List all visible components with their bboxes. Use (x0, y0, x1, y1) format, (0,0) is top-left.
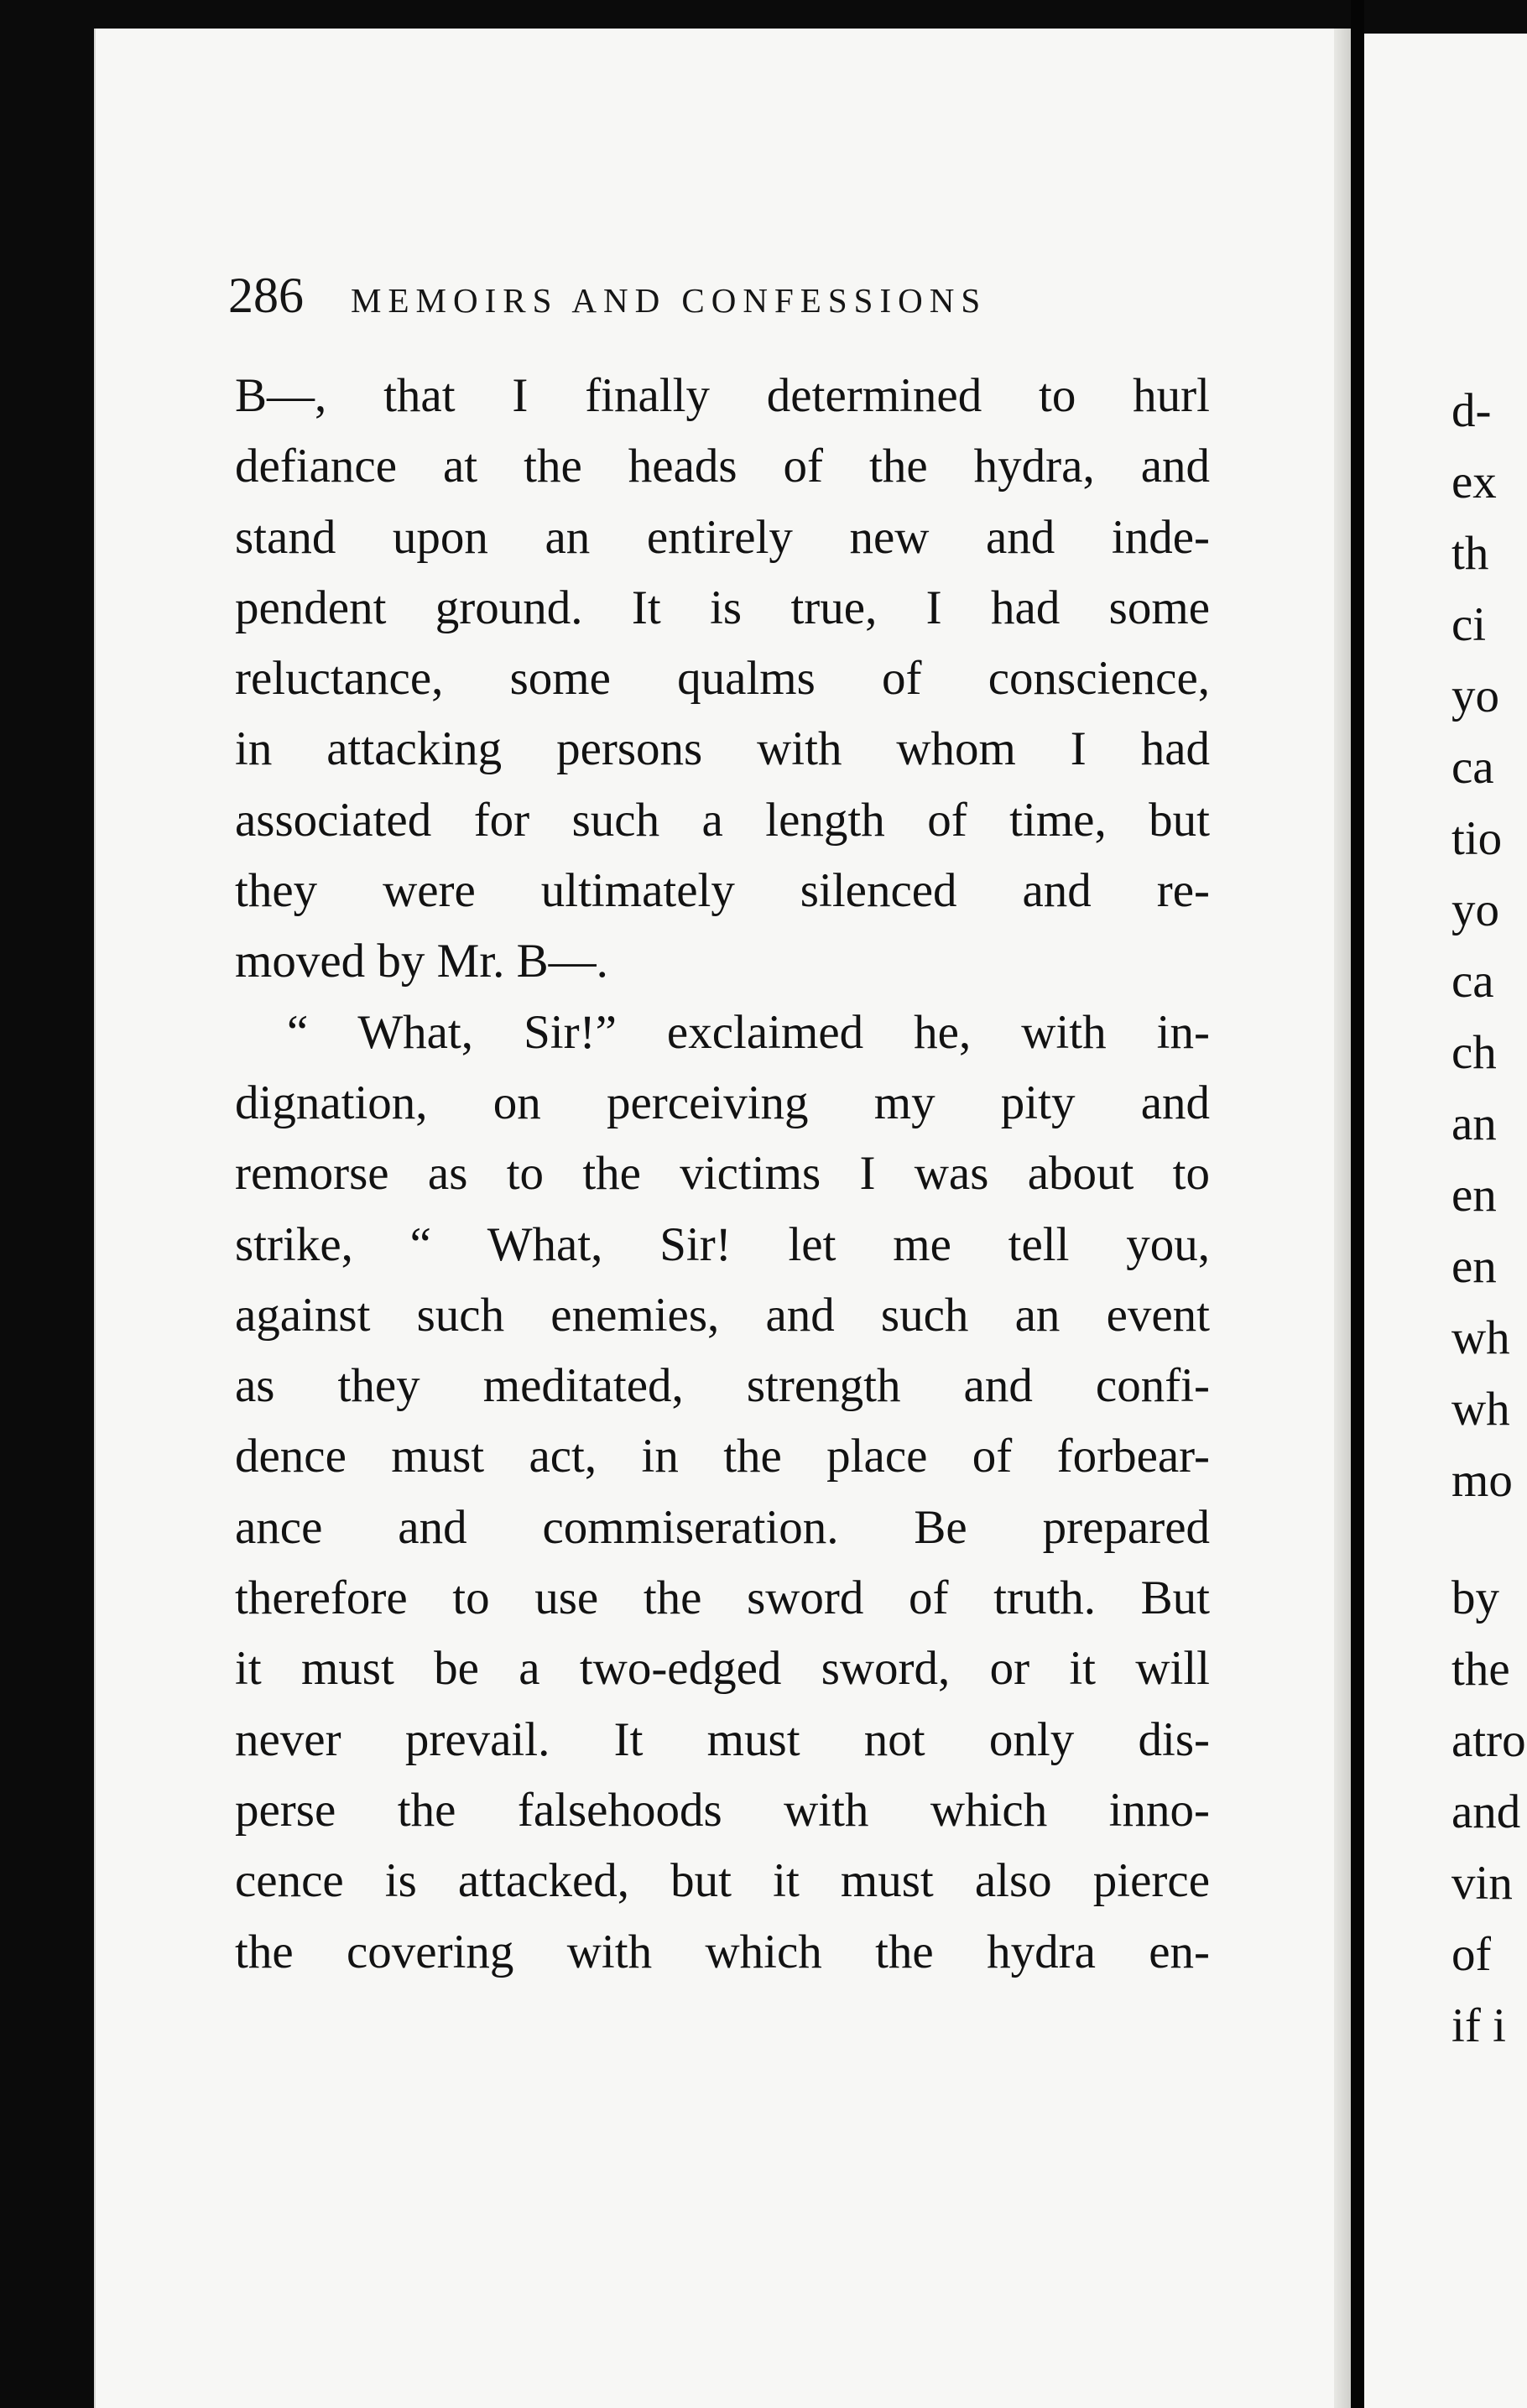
text-line: perse the falsehoods with which inno- (235, 1783, 1210, 1837)
text-line: stand upon an entirely new and inde- (235, 510, 1210, 564)
text-line: cence is attacked, but it must also pierce (235, 1854, 1210, 1908)
right-page-fragment: ca (1451, 956, 1494, 1007)
text-line: they were ultimately silenced and re- (235, 864, 1210, 918)
text-line: it must be a two-edged sword, or it will (235, 1642, 1210, 1696)
right-page-fragment: yo (1451, 885, 1499, 936)
text-line: moved by Mr. B—. (235, 935, 608, 988)
text-line: therefore to use the sword of truth. But (235, 1571, 1210, 1625)
text-line: remorse as to the victims I was about to (235, 1147, 1210, 1201)
right-page-fragment: ca (1451, 743, 1494, 793)
right-page-fragment: mo (1451, 1456, 1513, 1506)
text-line: against such enemies, and such an event (235, 1288, 1210, 1342)
right-page-fragment: vin (1451, 1858, 1513, 1909)
right-page-fragment: tio (1451, 814, 1503, 864)
right-page-fragment: wh (1451, 1384, 1510, 1435)
text-line: B—, that I finally determined to hurl (235, 369, 1210, 422)
text-line: defiance at the heads of the hydra, and (235, 440, 1210, 493)
right-page-fragment: ci (1451, 600, 1487, 650)
page-header (228, 267, 1134, 325)
text-line: never prevail. It must not only dis- (235, 1712, 1210, 1766)
right-page-fragment: th (1451, 529, 1489, 579)
right-page-fragment: en (1451, 1242, 1497, 1292)
right-page-fragment: en (1451, 1170, 1497, 1221)
right-page-fragment: atro (1451, 1716, 1526, 1766)
page-number: 286 (228, 268, 304, 323)
text-line: the covering with which the hydra en- (235, 1925, 1210, 1978)
text-line: associated for such a length of time, but (235, 793, 1210, 847)
text-line: reluctance, some qualms of conscience, (235, 652, 1210, 706)
text-line: strike, “ What, Sir! let me tell you, (235, 1217, 1210, 1271)
running-head: MEMOIRS AND CONFESSIONS (351, 281, 988, 320)
right-page-fragment: d- (1451, 386, 1492, 436)
right-page-fragment: wh (1451, 1313, 1510, 1363)
body-text (235, 361, 1210, 1988)
right-page-fragment: an (1451, 1099, 1497, 1149)
right-page-fragment: ex (1451, 457, 1497, 508)
text-line: ance and commiseration. Be prepared (235, 1500, 1210, 1554)
right-page-fragment: if i (1451, 2001, 1506, 2051)
text-line: dignation, on perceiving my pity and (235, 1076, 1210, 1129)
text-line: “ What, Sir!” exclaimed he, with in- (287, 1005, 1210, 1059)
right-page-fragment: the (1451, 1644, 1510, 1695)
right-page (1364, 34, 1527, 2408)
right-page-fragment: by (1451, 1573, 1499, 1624)
text-line: dence must act, in the place of forbear- (235, 1430, 1210, 1483)
page-gutter (1334, 29, 1351, 2408)
text-line: in attacking persons with whom I had (235, 722, 1210, 776)
right-page-fragment: of (1451, 1930, 1492, 1980)
text-line: as they meditated, strength and confi- (235, 1359, 1210, 1413)
book-fold (1351, 0, 1364, 2408)
right-page-fragment: and (1451, 1787, 1521, 1837)
right-page-fragment: yo (1451, 671, 1499, 722)
right-page-fragment: ch (1451, 1028, 1497, 1078)
text-line: pendent ground. It is true, I had some (235, 581, 1210, 634)
